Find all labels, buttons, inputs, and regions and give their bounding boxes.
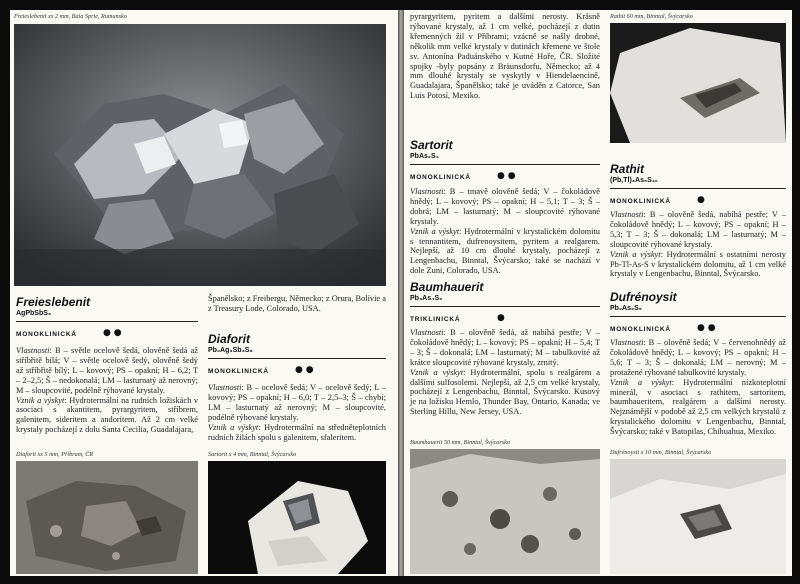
vlastnosti-text: : B – tmavě olověně šedá; V – čokoládově hnědý; L – kovový; PS – opakní; H – 5,1; T – 3; Š – dobrá; LM – lasturnatý; M – sloupcovité rýhované krystaly. bbox=[410, 187, 600, 226]
section-divider bbox=[410, 164, 600, 165]
baumhauerit-photo bbox=[410, 449, 600, 574]
vlastnosti-text: : B – ocelově šedá; V – ocelově šedý; L – kovový; PS – opakní; H – 6,0; T – 2,5–3; Š – chybí; LM – lasturnatý až nerovný; M – sloupcovité, podélně rýhované krystaly. bbox=[208, 383, 386, 422]
vlastnosti-text: : B – světle ocelově šedá, olověně šedá až stříbřitě bílá; V – světle ocelově šedý, olověně šedý až stříbřitě bílý; L – kovový; PS – opakní; H – 6,2; T – 2–2,5; Š – nedokonalá; LM – lasturnatý až nerovný; M – sloupcovité, podélně rýhované krystaly. bbox=[16, 346, 198, 395]
rarity-dots-freieslebenit: ● ● bbox=[103, 328, 122, 338]
label-vznik: Vznik a výskyt bbox=[16, 395, 65, 405]
rarity-dots-diaforit: ● ● bbox=[295, 365, 314, 375]
vznik-text: : Hydrotermální v krystalickém dolomitu s tennantitem, dufrenoysitem, pyritem a realgarem. Nejlepší, až 10 cm dlouhé krystaly, pocházejí z Lengenbachu, Binntal, Švýcarsko; také se nachází v dole Zuni, Colorado, USA. bbox=[410, 226, 600, 276]
mineral-formula-rathit: (Pb,Tl)₃As₅S₁₀ bbox=[610, 177, 658, 184]
sartorit-photo bbox=[208, 461, 386, 574]
mineral-formula-diaforit: Pb₂Ag₃Sb₃S₈ bbox=[208, 347, 253, 354]
label-vlastnosti: Vlastnosti bbox=[410, 328, 444, 337]
crystal-system-rathit: MONOKLINICKÁ bbox=[610, 198, 671, 205]
crystal-system-dufrenoysit: MONOKLINICKÁ bbox=[610, 326, 671, 333]
label-vznik: Vznik a výskyt bbox=[610, 249, 661, 259]
label-vlastnosti: Vlastnosti bbox=[610, 338, 644, 347]
crystal-system-sartorit: MONOKLINICKÁ bbox=[410, 174, 471, 181]
mineral-name-sartorit: Sartorit bbox=[410, 138, 453, 152]
vznik-text: : Hydrotermální nízkoteplotní minerál, v asociaci s rathitem, sartoritem, baumhaueritem, realgárem a dalšími nerosty. Nejznámější v podobě až 2,5 cm velkých krystalů z krystalického dolomitu v Lengenbachu, Binntal, Švýcarsko; také v Batopilas, Chihuahua, Mexiko. bbox=[610, 377, 787, 437]
mineral-name-rathit: Rathit bbox=[610, 162, 644, 176]
rarity-dots-sartorit: ● ● bbox=[497, 171, 516, 181]
label-vznik: Vznik a výskyt bbox=[410, 367, 464, 377]
label-vznik: Vznik a výskyt bbox=[610, 377, 672, 387]
rarity-dots-dufrenoysit: ● ● bbox=[697, 323, 716, 333]
label-vznik: Vznik a výskyt bbox=[208, 422, 259, 432]
mineral-name-freieslebenit: Freieslebenit bbox=[16, 295, 91, 309]
photo-caption-baumhauerit: Baumhauerit 50 mm, Binntal, Švýcarsko bbox=[410, 439, 511, 446]
description-diaforit bbox=[208, 383, 386, 442]
section-divider bbox=[208, 358, 386, 359]
description-rathit bbox=[610, 210, 786, 279]
mineral-name-baumhauerit: Baumhauerit bbox=[410, 280, 484, 294]
diaforit-photo bbox=[16, 461, 198, 574]
crystal-system-freieslebenit: MONOKLINICKÁ bbox=[16, 331, 77, 338]
photo-caption-sartorit: Sartorit x 4 mm, Binntal, Švýcarsko bbox=[208, 451, 297, 458]
right-page bbox=[404, 10, 792, 576]
photo-caption-dufrenoysit: Dufrénoysit x 10 mm, Binntal, Švýcarsko bbox=[610, 449, 712, 456]
mineral-name-diaforit: Diaforit bbox=[208, 332, 250, 346]
mineral-formula-dufrenoysit: Pb₂As₂S₅ bbox=[610, 305, 642, 312]
description-sartorit bbox=[410, 187, 600, 276]
label-vlastnosti: Vlastnosti bbox=[16, 346, 50, 355]
description-dufrenoysit bbox=[610, 338, 786, 437]
label-vlastnosti: Vlastnosti bbox=[410, 187, 444, 196]
mineral-formula-freieslebenit: AgPbSbS₃ bbox=[16, 310, 52, 317]
mineral-formula-sartorit: PbAs₂S₄ bbox=[410, 153, 440, 160]
left-page bbox=[10, 10, 398, 576]
dufrenoysit-photo bbox=[610, 459, 786, 574]
photo-caption-freieslebenit: Freieslebenit xx 2 mm, Baia Sprie, Rumunsko bbox=[14, 13, 127, 20]
vznik-text: : Hydrotermální, spolu s realgárem a dalšími sulfosolemi. Nejlepší, až 2,5 cm velké krystaly, pocházejí z Lengenbachu, Binntal, Švýcarsko. Kusový je na ložisku Hemlo, Thunder Bay, Ontario, Kanada; ve Sterling Hillu, New Jersey, USA. bbox=[410, 367, 601, 417]
rarity-dots-baumhauerit: ● bbox=[497, 313, 505, 323]
label-vlastnosti: Vlastnosti bbox=[208, 383, 242, 392]
rathit-photo bbox=[610, 23, 786, 143]
section-divider bbox=[16, 321, 198, 322]
label-vznik: Vznik a výskyt bbox=[410, 226, 460, 236]
vznik-text: : Hydrotermální na středněteplotních rudních žilách spolu s galenitem, sfaleritem. bbox=[208, 422, 386, 442]
crystal-system-baumhauerit: TRIKLINICKÁ bbox=[410, 316, 461, 323]
vznik-text: : Hydrotermální na rudních ložiskách v asociaci s akantitem, pyrargyritem, stříbrem, galenitem, sideritem a andoritem. Až 2 cm velké krystaly pocházejí z dolu Santa Cecilia, Guadalajara, bbox=[16, 395, 199, 435]
vlastnosti-text: : B – olověně šedá, až nabíhá pestře; V – čokoládově hnědý; L – kovový; PS – opakní; H – 5,4; T – 3; Š – dokonalá; LM – lasturnatý; M – tabulkovité až krátce sloupcovité rýhované krystaly, zrnitý. bbox=[410, 328, 600, 367]
vlastnosti-text: : B – olověně šedá; V – červenohnědý až čokoládově hnědý; L – kovový; PS – opakní; H – 5,6; T – 3; Š – dokonalá; LM – nerovný; M – protažené rýhované tabulkovité krystaly. bbox=[610, 338, 786, 377]
rarity-dots-rathit: ● bbox=[697, 195, 705, 205]
photo-caption-rathit: Rathit 60 mm, Binntal, Švýcarsko bbox=[610, 13, 693, 20]
crystal-system-diaforit: MONOKLINICKÁ bbox=[208, 368, 269, 375]
photo-caption-diaforit: Diaforit xx 5 mm, Příbram, ČR bbox=[16, 451, 94, 458]
vznik-text: : Hydrotermální s ostatními nerosty Pb-Tl-As-S v krystalickém dolomitu, až 1 cm velké krystaly v Lengenbachu, Binntal, Švýcarsko. bbox=[610, 249, 786, 279]
continuation-text: pyrargyritem, pyritem a dalšími nerosty. Krásně rýhované krystaly, až 1 cm velké, pocházejí z dutin křemenných žil v Příbrami; vzácně se našly drobné, několik mm velké krystaly v dutinách křemene ve štole sv. Antonína Paduánského v Kutné Hoře, ČR. Složité spojky -byly popsány z Bräunsdorfu, Německo; až 4 mm dlouhé krystaly se vyskytly v Hiendelaencině, Guadalajara, Španělsko; také je uváděn z Catorce, San Luis Potosí, Mexiko. bbox=[410, 12, 600, 101]
mineral-name-dufrenoysit: Dufrénoysit bbox=[610, 290, 677, 304]
continuation-text: Španělsko; z Freibergu, Německo; z Orura, Bolívie a z Treasury Lode, Colorado, USA. bbox=[208, 294, 386, 313]
mineral-formula-baumhauerit: Pb₃As₄S₉ bbox=[410, 295, 443, 302]
description-freieslebenit bbox=[16, 346, 198, 435]
section-divider bbox=[610, 188, 786, 189]
label-vlastnosti: Vlastnosti bbox=[610, 210, 644, 219]
section-divider bbox=[410, 306, 600, 307]
description-baumhauerit bbox=[410, 328, 600, 417]
freieslebenit-photo bbox=[14, 24, 386, 286]
vlastnosti-text: : B – olověně šedá, nabíhá pestře; V – čokoládově hnědý; L – kovový; PS – opakní; H – 5,3; T – 3; Š – dokonalá; LM – lasturnatý; M – sloupcovité rýhované krystaly. bbox=[610, 210, 786, 249]
section-divider bbox=[610, 316, 786, 317]
